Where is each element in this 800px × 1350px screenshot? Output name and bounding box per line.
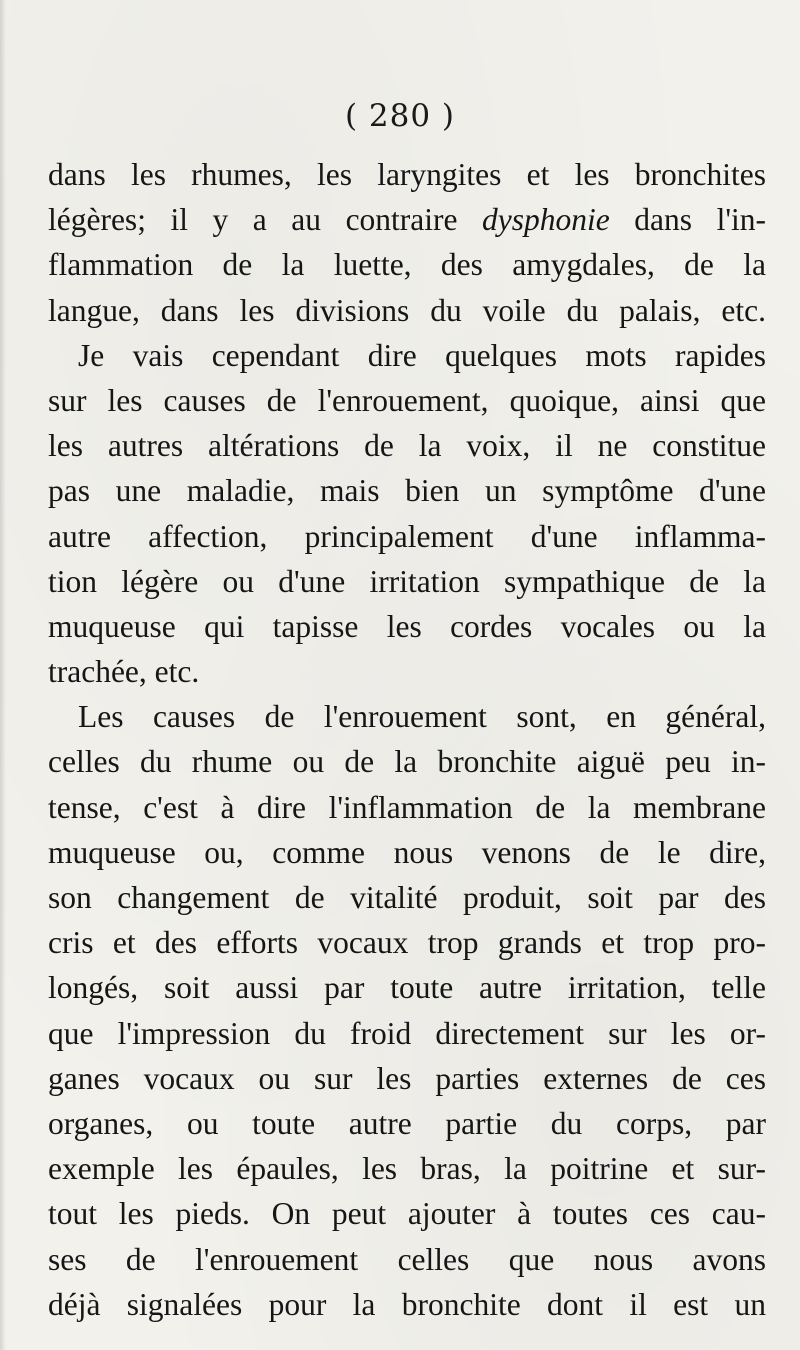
text-line-with-italic bbox=[48, 197, 766, 242]
text-line: tense, c'est à dire l'inflammation de la membrane bbox=[48, 789, 766, 825]
text-line: muqueuse ou, comme nous venons de le dire, bbox=[48, 834, 766, 870]
page-text bbox=[48, 152, 766, 1327]
text-line: dans les rhumes, les laryngites et les bronchites bbox=[48, 157, 766, 192]
text-line: autre affection, principalement d'une inflamma- bbox=[48, 518, 766, 554]
text-line: organes, ou toute autre partie du corps, par bbox=[48, 1105, 766, 1141]
text-line: Les causes de l'enrouement sont, en général, bbox=[78, 699, 766, 735]
text-line: celles du rhume ou de la bronchite aiguë peu in- bbox=[48, 744, 766, 780]
text-line: tout les pieds. On peut ajouter à toutes ces cau- bbox=[48, 1196, 766, 1232]
page-edge-shadow bbox=[0, 0, 6, 1350]
text-line: ses de l'enrouement celles que nous avons bbox=[48, 1241, 766, 1277]
text-line: Je vais cependant dire quelques mots rapides bbox=[78, 337, 766, 373]
text-line: tion légère ou d'une irritation sympathique de la bbox=[48, 563, 766, 599]
italic-term: dysphonie bbox=[482, 202, 610, 238]
text-line: ganes vocaux ou sur les parties externes de ces bbox=[48, 1060, 766, 1096]
text-line: cris et des efforts vocaux trop grands et trop pro- bbox=[48, 925, 766, 961]
text-line: langue, dans les divisions du voile du palais, etc. bbox=[48, 292, 766, 328]
text-line: exemple les épaules, les bras, la poitrine et sur- bbox=[48, 1151, 766, 1187]
text-line: longés, soit aussi par toute autre irritation, telle bbox=[48, 970, 766, 1006]
text-line: flammation de la luette, des amygdales, de la bbox=[48, 247, 766, 283]
text-line: déjà signalées pour la bronchite dont il est un bbox=[48, 1286, 766, 1322]
page-number: ( 280 ) bbox=[344, 98, 456, 134]
text-line: muqueuse qui tapisse les cordes vocales ou la bbox=[48, 608, 766, 644]
text-line: sur les causes de l'enrouement, quoique, ainsi que bbox=[48, 382, 766, 418]
text-line: son changement de vitalité produit, soit par des bbox=[48, 880, 766, 915]
text-line: que l'impression du froid directement sur les or- bbox=[48, 1015, 766, 1051]
text-line: pas une maladie, mais bien un symptôme d'une bbox=[48, 473, 766, 509]
text-line: les autres altérations de la voix, il ne constitue bbox=[48, 428, 766, 464]
text-line: trachée, etc. bbox=[48, 654, 200, 690]
text-segment: légères; il y a au contraire bbox=[48, 202, 483, 238]
text-segment: dans l'in- bbox=[609, 202, 766, 238]
